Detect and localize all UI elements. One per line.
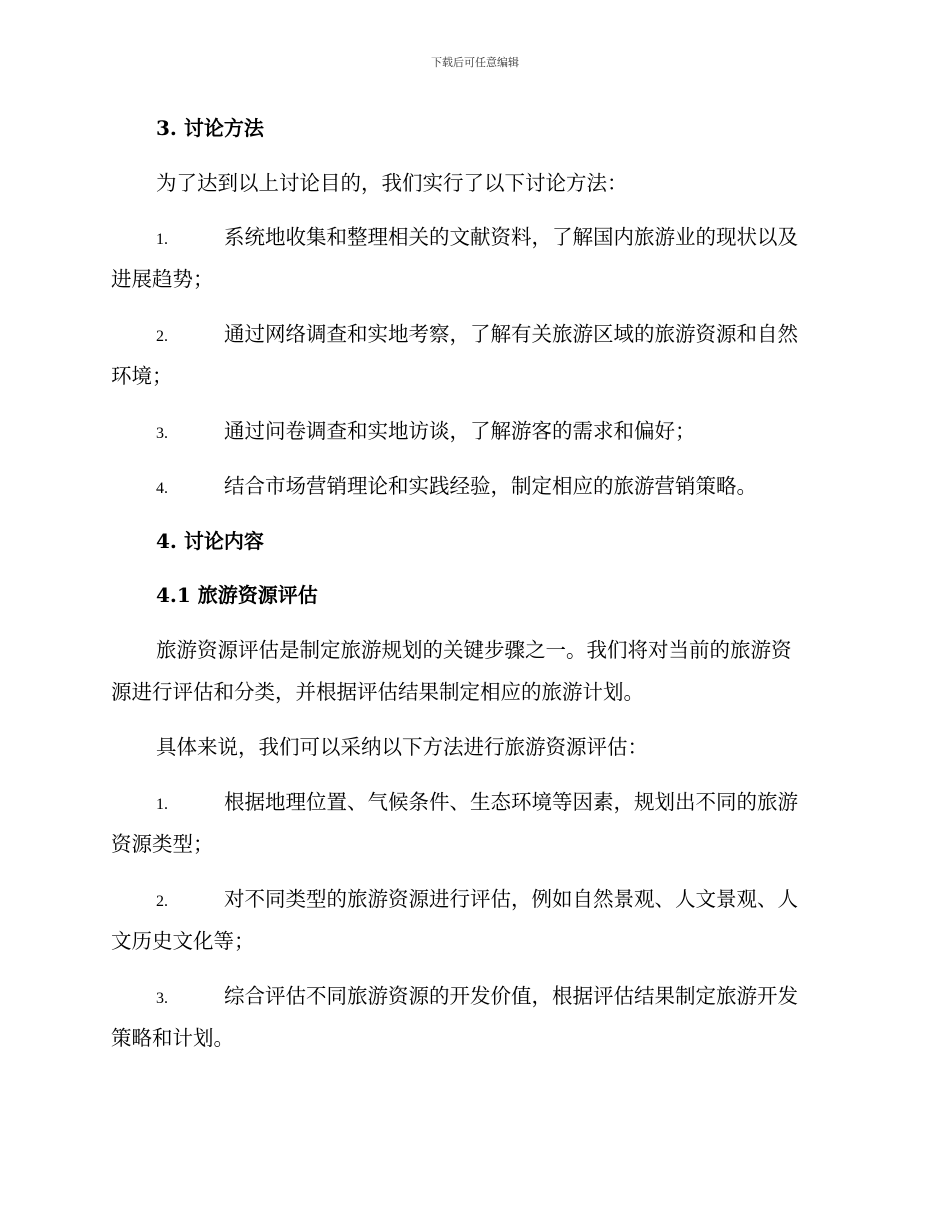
- list-number: 3.: [156, 990, 168, 1007]
- list-text: 通过问卷调查和实地访谈，了解游客的需求和偏好；: [224, 419, 696, 443]
- paragraph-text: 源进行评估和分类，并根据评估结果制定相应的旅游计划。: [111, 680, 644, 704]
- list-text: 资源类型；: [111, 832, 214, 856]
- list-text: 策略和计划。: [111, 1026, 234, 1050]
- list-number: 2.: [156, 893, 168, 910]
- paragraph-text: 旅游资源评估是制定旅游规划的关键步骤之一。我们将对当前的旅游资: [156, 638, 792, 662]
- section-3-heading: 3. 讨论方法: [156, 116, 264, 140]
- list-text: 环境；: [111, 364, 173, 388]
- list-number: 1.: [156, 231, 168, 248]
- list-text: 进展趋势；: [111, 267, 214, 291]
- list-text: 结合市场营销理论和实践经验，制定相应的旅游营销策略。: [224, 474, 757, 498]
- list-text: 通过网络调查和实地考察，了解有关旅游区域的旅游资源和自然: [224, 322, 798, 346]
- section-4-heading: 4. 讨论内容: [156, 529, 264, 553]
- section-3-intro: 为了达到以上讨论目的，我们实行了以下讨论方法：: [156, 171, 628, 195]
- list-text: 对不同类型的旅游资源进行评估，例如自然景观、人文景观、人: [224, 887, 798, 911]
- list-text: 文历史文化等；: [111, 929, 255, 953]
- list-number: 2.: [156, 328, 168, 345]
- paragraph-text: 具体来说，我们可以采纳以下方法进行旅游资源评估：: [156, 735, 648, 759]
- list-text: 综合评估不同旅游资源的开发价值，根据评估结果制定旅游开发: [224, 984, 798, 1008]
- list-number: 4.: [156, 480, 168, 497]
- page-header: 下载后可任意编辑: [431, 56, 519, 69]
- list-number: 3.: [156, 425, 168, 442]
- list-text: 系统地收集和整理相关的文献资料，了解国内旅游业的现状以及: [224, 225, 798, 249]
- list-number: 1.: [156, 796, 168, 813]
- subsection-4-1-heading: 4.1 旅游资源评估: [156, 583, 318, 607]
- list-text: 根据地理位置、气候条件、生态环境等因素，规划出不同的旅游: [224, 790, 798, 814]
